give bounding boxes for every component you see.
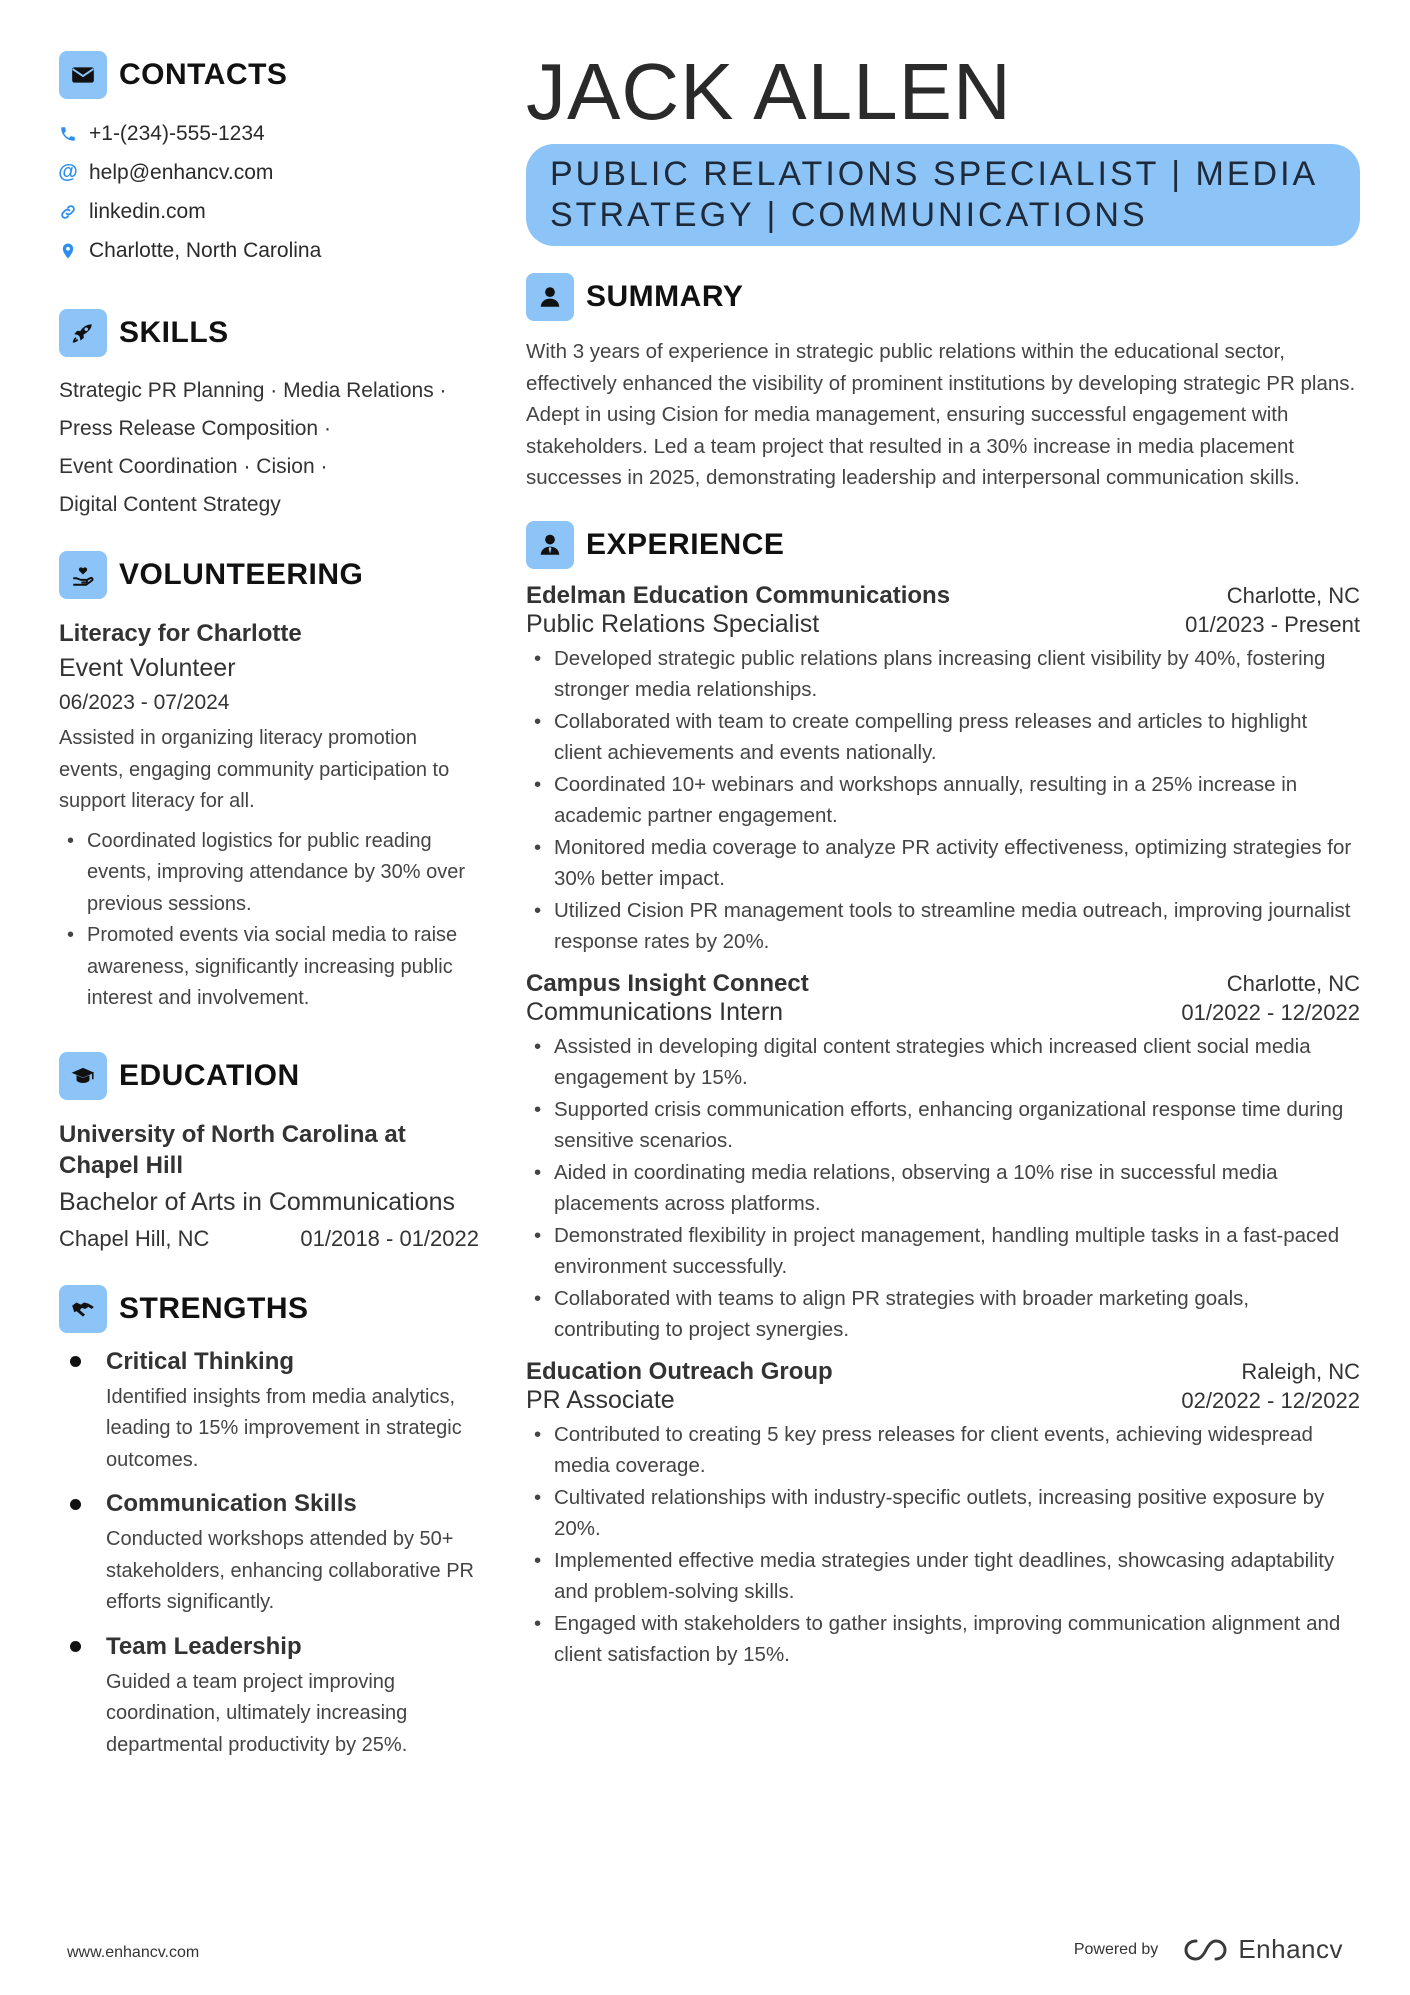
candidate-title: PUBLIC RELATIONS SPECIALIST | MEDIA STRATEGY | COMMUNICATIONS [526, 144, 1360, 246]
job-dates: 01/2022 - 12/2022 [1181, 999, 1360, 1025]
experience-heading-row [526, 520, 1360, 570]
strength-title-row [59, 1633, 479, 1661]
job-role: Public Relations Specialist [526, 609, 820, 638]
list-item: • Collaborated with teams to align PR strategies with broader marketing goals, contributing to project synergies. [526, 1283, 1360, 1346]
list-item: • Aided in coordinating media relations, observing a 10% rise in successful media placements across platforms. [526, 1157, 1360, 1220]
education-meta [59, 1226, 479, 1252]
user-icon [526, 273, 574, 321]
list-item: • Coordinated logistics for public reading events, improving attendance by 30% over previous sessions. [59, 826, 479, 921]
envelope-icon [59, 51, 107, 99]
volunteer-role: Event Volunteer [59, 654, 236, 682]
job-bullets [526, 1419, 1360, 1671]
strength-item [59, 1490, 479, 1619]
strength-desc: Identified insights from media analytics, leading to 15% improvement in strategic outcomes. [106, 1385, 462, 1471]
footer-website[interactable]: www.enhancv.com [67, 1944, 200, 1961]
hand-heart-icon [59, 551, 107, 599]
skills-line: Digital Content Strategy [59, 493, 281, 516]
skills-line: Event Coordination · Cision · [59, 455, 328, 478]
list-item: • Collaborated with team to create compelling press releases and articles to highlight client achievements and events nationally. [526, 706, 1360, 769]
link-icon [59, 202, 77, 222]
list-item: • Utilized Cision PR management tools to streamline media outreach, improving journalist response rates by 20%. [526, 895, 1360, 958]
job-entry [526, 582, 1360, 958]
strength-desc: Conducted workshops attended by 50+ stakeholders, enhancing collaborative PR efforts significantly. [106, 1528, 474, 1613]
volunteer-description: Assisted in organizing literacy promotion events, engaging community participation to support literacy for all. [59, 727, 450, 812]
job-location: Raleigh, NC [1241, 1358, 1360, 1384]
job-location: Charlotte, NC [1226, 970, 1360, 996]
skills-list [59, 372, 479, 524]
job-role: Communications Intern [526, 997, 784, 1026]
phone-icon [59, 124, 77, 144]
job-bullets [526, 1031, 1360, 1346]
volunteer-bullets [59, 826, 479, 1015]
summary-heading-row [526, 272, 1360, 322]
volunteering-heading: VOLUNTEERING [119, 558, 364, 591]
list-item: • Engaged with stakeholders to gather insights, improving communication alignment and client satisfaction by 15%. [526, 1608, 1360, 1671]
list-item: • Assisted in developing digital content strategies which increased client social media engagement by 15%. [526, 1031, 1360, 1094]
graduation-cap-icon [59, 1052, 107, 1100]
experience-heading: EXPERIENCE [586, 527, 785, 561]
volunteer-dates: 06/2023 - 07/2024 [59, 691, 230, 714]
brand-name: Enhancv [1238, 1934, 1343, 1964]
volunteering-heading-row [59, 550, 479, 600]
job-header [526, 582, 1360, 610]
strengths-heading-row [59, 1284, 479, 1334]
job-header [526, 970, 1360, 998]
skills-line: Strategic PR Planning · Media Relations · [59, 379, 447, 402]
job-header [526, 1358, 1360, 1386]
linkedin-text: linkedin.com [89, 199, 206, 223]
job-location: Charlotte, NC [1226, 582, 1360, 608]
rocket-icon [59, 309, 107, 357]
job-entry [526, 970, 1360, 1346]
job-dates: 01/2023 - Present [1185, 611, 1360, 637]
contact-linkedin[interactable] [59, 192, 479, 231]
education-school: University of North Carolina at Chapel Hill [59, 1120, 406, 1179]
list-item: • Demonstrated flexibility in project management, handling multiple tasks in a fast-paced environment successfully. [526, 1220, 1360, 1283]
job-company: Edelman Education Communications [526, 581, 951, 609]
powered-by-label: Powered by [1073, 1940, 1159, 1958]
map-pin-icon [59, 241, 77, 261]
list-item: • Implemented effective media strategies under tight deadlines, showcasing adaptability and problem-solving skills. [526, 1545, 1360, 1608]
list-item: • Supported crisis communication efforts, enhancing organizational response time during sensitive scenarios. [526, 1094, 1360, 1157]
job-subheader [526, 1386, 1360, 1415]
job-dates: 02/2022 - 12/2022 [1181, 1387, 1360, 1413]
left-column [59, 50, 479, 1761]
list-item: • Developed strategic public relations plans increasing client visibility by 40%, fostering stronger media relationships. [526, 643, 1360, 706]
strength-title: Critical Thinking [106, 1347, 295, 1375]
education-heading-row [59, 1051, 479, 1101]
strength-item [59, 1348, 479, 1477]
footer-branding[interactable] [1074, 1934, 1343, 1965]
email-text: help@enhancv.com [89, 160, 274, 184]
location-text: Charlotte, North Carolina [89, 238, 322, 262]
candidate-name: JACK ALLEN [526, 47, 1012, 136]
strength-title-row [59, 1490, 479, 1518]
job-company: Campus Insight Connect [526, 969, 809, 997]
job-role: PR Associate [526, 1385, 675, 1414]
strengths-heading: STRENGTHS [119, 1291, 309, 1325]
handshake-icon [59, 1285, 107, 1333]
job-company: Education Outreach Group [526, 1357, 833, 1385]
bullet-dot [70, 1499, 81, 1510]
skills-line: Press Release Composition · [59, 417, 331, 440]
contact-list [59, 114, 479, 270]
bullet-dot [70, 1641, 81, 1652]
right-column [526, 48, 1360, 1671]
list-item: • Cultivated relationships with industry-specific outlets, increasing positive exposure by 20%. [526, 1482, 1360, 1545]
job-entry [526, 1358, 1360, 1671]
volunteer-org: Literacy for Charlotte [59, 620, 302, 647]
at-sign-icon: @ [58, 161, 78, 183]
education-dates: 01/2018 - 01/2022 [300, 1225, 479, 1251]
contact-email[interactable] [59, 153, 479, 192]
list-item: • Promoted events via social media to raise awareness, significantly increasing public interest and involvement. [59, 920, 479, 1015]
skills-heading: SKILLS [119, 316, 229, 349]
education-heading: EDUCATION [119, 1058, 300, 1092]
contacts-heading-row [59, 50, 479, 100]
contact-location [59, 231, 479, 270]
education-degree: Bachelor of Arts in Communications [59, 1187, 456, 1216]
strength-title-row [59, 1348, 479, 1376]
phone-text: +1-(234)-555-1234 [89, 121, 265, 145]
bullet-dot [70, 1356, 81, 1367]
strength-title: Communication Skills [106, 1490, 357, 1517]
list-item: • Monitored media coverage to analyze PR activity effectiveness, optimizing strategies for 30% better impact. [526, 832, 1360, 895]
skills-heading-row [59, 308, 479, 358]
summary-heading: SUMMARY [586, 280, 744, 313]
job-subheader [526, 610, 1360, 639]
contacts-heading: CONTACTS [119, 58, 288, 91]
user-tie-icon [526, 521, 574, 569]
strength-item [59, 1633, 479, 1762]
strength-title: Team Leadership [106, 1632, 302, 1660]
strength-desc: Guided a team project improving coordination, ultimately increasing departmental productivity by 25%. [106, 1670, 408, 1756]
summary-text: With 3 years of experience in strategic public relations within the educational sector, effectively enhanced the visibility of prominent institutions by developing strategic PR plans. Adept in using Cision for media management, ensuring successful engagement with stakeholders. Led a team project that resulted in a 30% increase in media placement successes in 2025, demonstrating leadership and interpersonal communication skills. [526, 340, 1356, 489]
job-bullets [526, 643, 1360, 958]
enhancv-logo-icon [1182, 1936, 1230, 1964]
job-subheader [526, 998, 1360, 1027]
contact-phone[interactable] [59, 114, 479, 153]
list-item: • Coordinated 10+ webinars and workshops annually, resulting in a 25% increase in academic partner engagement. [526, 769, 1360, 832]
list-item: • Contributed to creating 5 key press releases for client events, achieving widespread media coverage. [526, 1419, 1360, 1482]
education-location: Chapel Hill, NC [59, 1225, 210, 1251]
